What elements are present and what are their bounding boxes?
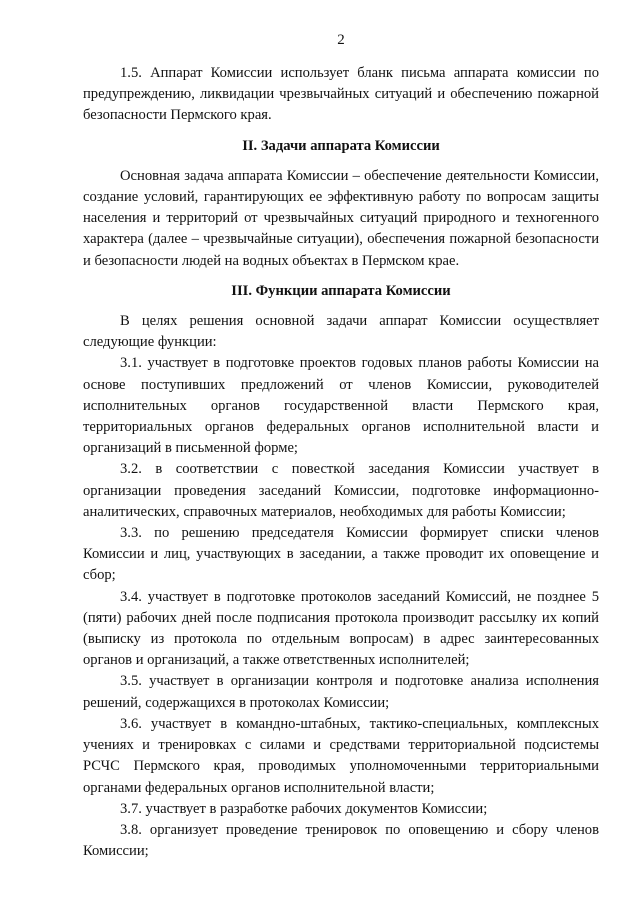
paragraph-3-4: 3.4. участвует в подготовке протоколов заседаний Комиссий, не позднее 5 (пяти) рабочих дней после подписания протокола производит рассылку их копий (выписку из протокола по отдельным вопросам) в адрес заинтересованных органов и организаций, а также ответственных исполнителей; <box>83 588 599 669</box>
paragraph-3-5: 3.5. участвует в организации контроля и подготовке анализа исполнения решений, содержащихся в протоколах Комиссии; <box>83 673 599 711</box>
page-number: 2 <box>337 32 345 48</box>
paragraph-3-1: 3.1. участвует в подготовке проектов годовых планов работы Комиссии на основе поступивших предложений от членов Комиссии, руководителей исполнительных органов государственной власти Пермского края, территориальных органов федеральных органов исполнительной власти и организаций в письменной форме; <box>83 355 599 457</box>
paragraph-3-3: 3.3. по решению председателя Комиссии формирует списки членов Комиссии и лиц, участвующих в заседании, а также проводит их оповещение и сбор; <box>83 525 599 584</box>
section-heading-tasks: II. Задачи аппарата Комиссии <box>242 137 440 154</box>
paragraph-functions-intro: В целях решения основной задачи аппарат Комиссии осуществляет следующие функции: <box>83 313 599 351</box>
paragraph-3-8: 3.8. организует проведение тренировок по оповещению и сбору членов Комиссии; <box>83 821 599 860</box>
document-page <box>83 30 599 862</box>
paragraph-3-7: 3.7. участвует в разработке рабочих документов Комиссии; <box>120 800 488 817</box>
paragraph-main-task: Основная задача аппарата Комиссии – обеспечение деятельности Комиссии, создание условий, гарантирующих ее эффективную работу по вопросам защиты населения и территорий от чрезвычайных ситуаций природного и техногенного характера (далее – чрезвычайные ситуации), обеспечения пожарной безопасности и безопасности людей на водных объектах в Пермском крае. <box>83 167 599 269</box>
section-heading-functions: III. Функции аппарата Комиссии <box>231 282 451 299</box>
paragraph-3-6: 3.6. участвует в командно-штабных, тактико-специальных, комплексных учениях и тренировках с силами и средствами территориальной подсистемы РСЧС Пермского края, проводимых уполномоченными территориальными органами федеральных органов исполнительной власти; <box>83 715 599 796</box>
paragraph-1-5: 1.5. Аппарат Комиссии использует бланк письма аппарата комиссии по предупреждению, ликвидации чрезвычайных ситуаций и обеспечению пожарной безопасности Пермского края. <box>83 65 599 124</box>
paragraph-3-2: 3.2. в соответствии с повесткой заседания Комиссии участвует в организации проведения заседаний Комиссии, подготовке информационно-аналитических, справочных материалов, необходимых для работы Комиссии; <box>83 461 599 520</box>
